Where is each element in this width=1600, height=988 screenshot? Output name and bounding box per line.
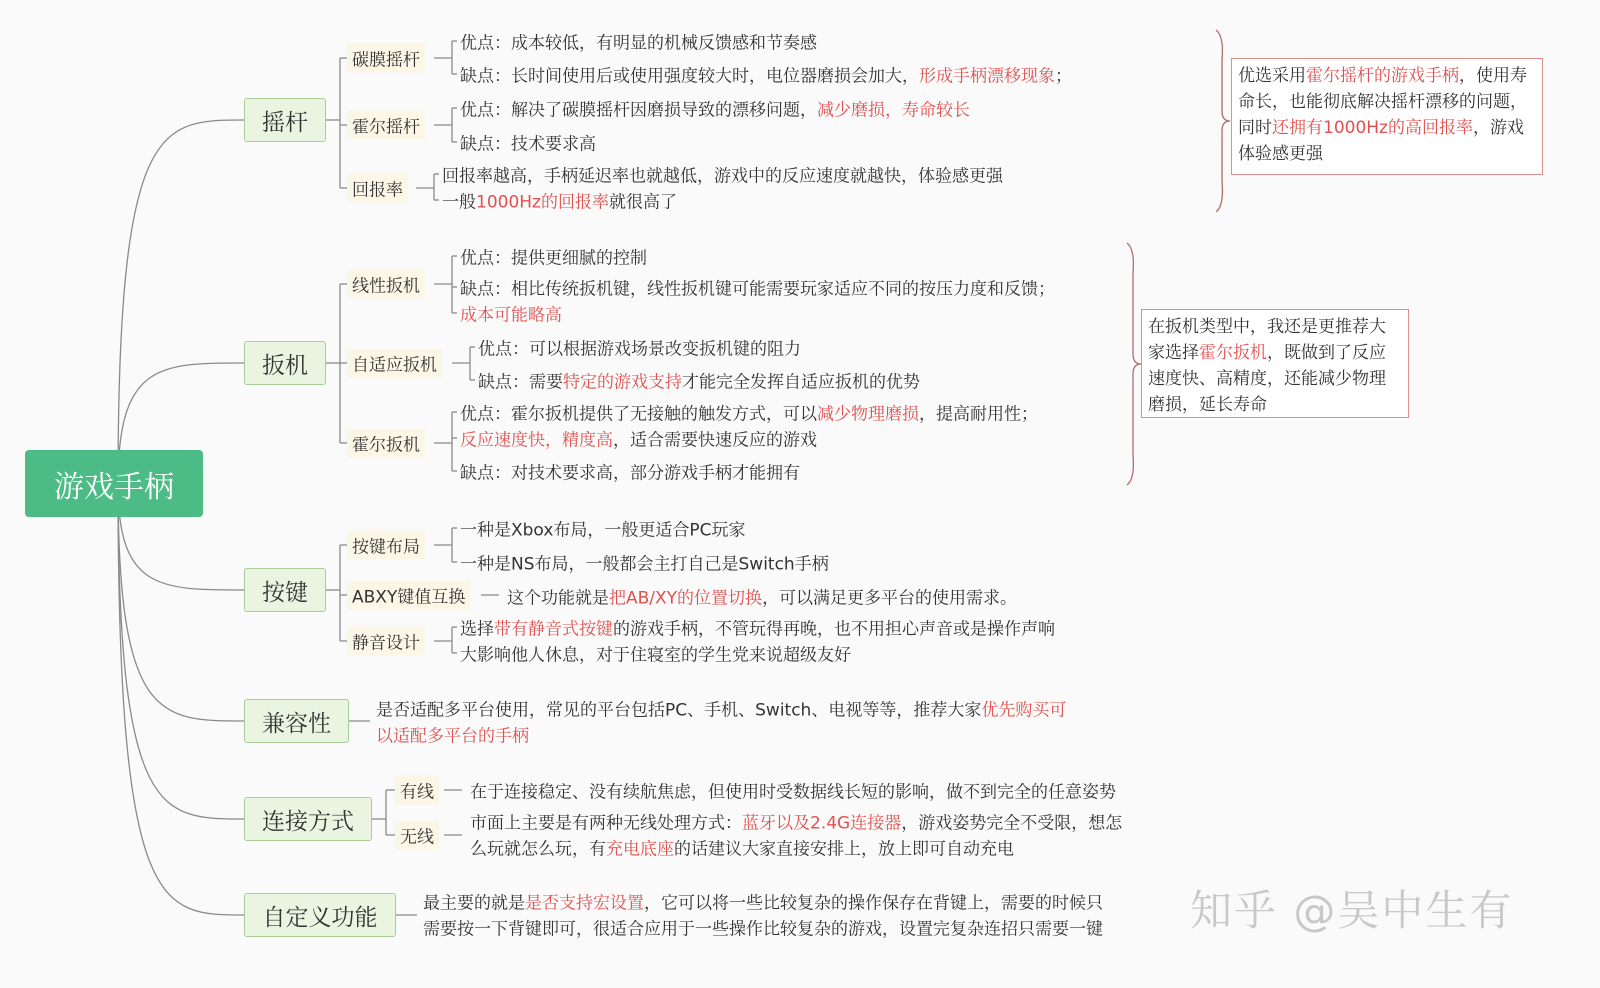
highlight-text: 1000Hz的回报率 [476, 192, 609, 213]
connector [118, 484, 244, 721]
text-segment: 最主要的就是 [423, 893, 525, 914]
text-segment: 优点：提供更细腻的控制 [460, 248, 647, 269]
text-segment: 选择 [460, 619, 494, 640]
detail-line [470, 809, 1122, 834]
text-segment: 才能完全发挥自适应扳机的优势 [682, 372, 920, 393]
detail-line [478, 368, 920, 393]
text-segment: ，使用寿命长，也能彻底解决摇杆漂移的问题，同时 [1238, 66, 1527, 138]
branch-node-2[interactable]: 按键 [244, 568, 326, 612]
text-segment: 一种是Xbox布局，一般更适合PC玩家 [460, 520, 746, 541]
connector [118, 484, 244, 915]
text-segment: 优点：成本较低，有明显的机械反馈感和节奏感 [460, 33, 817, 54]
text-segment: 的游戏手柄，不管玩得再晚，也不用担心声音或是操作声响 [613, 619, 1055, 640]
branch-node-1[interactable]: 扳机 [244, 341, 326, 385]
text-segment: 的话建议大家直接安排上，放上即可自动充电 [674, 839, 1014, 860]
detail-line [423, 889, 1103, 914]
highlight-text: 带有静音式按键 [494, 619, 613, 640]
connector [1127, 243, 1141, 485]
text-segment: 优选采用 [1238, 66, 1306, 86]
text-segment: ； [1055, 66, 1072, 87]
text-segment: ，游戏体验感更强 [1238, 118, 1524, 164]
highlight-text: 反应速度快，精度高 [460, 430, 613, 451]
sub-node[interactable]: ABXY键值互换 [347, 581, 470, 610]
detail-line [442, 162, 1003, 187]
branch-node-0[interactable]: 摇杆 [244, 98, 326, 142]
highlight-text: 特定的游戏支持 [563, 372, 682, 393]
branch-node-4[interactable]: 连接方式 [244, 797, 372, 841]
detail-line [460, 130, 596, 155]
highlight-text: 减少磨损，寿命较长 [817, 100, 970, 121]
detail-line [460, 516, 746, 541]
highlight-text: 成本可能略高 [460, 305, 562, 326]
detail-line [460, 400, 1038, 425]
sub-node[interactable]: 无线 [395, 821, 439, 850]
text-segment: 大影响他人休息，对于住寝室的学生党来说超级友好 [460, 645, 851, 666]
text-segment: 优点：解决了碳膜摇杆因磨损导致的漂移问题， [460, 100, 817, 121]
highlight-text: 形成手柄漂移现象 [919, 66, 1055, 87]
highlight-text: 优先购买可 [981, 700, 1067, 721]
summary-note [1231, 58, 1543, 175]
text-segment: 就很高了 [608, 192, 677, 213]
detail-line [460, 426, 817, 451]
sub-node[interactable]: 有线 [395, 776, 439, 805]
highlight-text: 是否支持宏设置 [525, 893, 644, 914]
highlight-text: 蓝牙以及2.4G连接器 [742, 813, 902, 834]
sub-node[interactable]: 回报率 [347, 174, 408, 203]
sub-node[interactable]: 碳膜摇杆 [347, 44, 425, 73]
detail-line [478, 335, 801, 360]
watermark: 知乎 @吴中生有 [1190, 886, 1514, 935]
detail-line [507, 584, 1017, 609]
detail-line [460, 29, 817, 54]
sub-node[interactable]: 静音设计 [347, 627, 425, 656]
text-segment: 缺点：长时间使用后或使用强度较大时，电位器磨损会加大， [460, 66, 919, 87]
detail-line [460, 550, 829, 575]
text-segment: ，适合需要快速反应的游戏 [613, 430, 817, 451]
highlight-text: 霍尔摇杆的游戏手柄 [1306, 66, 1459, 86]
highlight-text: 充电底座 [606, 839, 674, 860]
text-segment: 一种是NS布局，一般都会主打自己是Switch手柄 [460, 554, 829, 575]
detail-line [460, 615, 1055, 640]
text-segment: ，它可以将一些比较复杂的操作保存在背键上，需要的时候只 [644, 893, 1103, 914]
highlight-text: 霍尔扳机 [1199, 343, 1267, 363]
detail-line [376, 722, 529, 747]
detail-line [460, 301, 562, 326]
branch-node-3[interactable]: 兼容性 [244, 699, 349, 743]
detail-line [470, 778, 1116, 803]
text-segment: 么玩就怎么玩，有 [470, 839, 606, 860]
text-segment: 需要按一下背键即可，很适合应用于一些操作比较复杂的游戏，设置完复杂连招只需要一键 [423, 919, 1103, 940]
highlight-text: 减少物理磨损 [817, 404, 919, 425]
summary-note [1141, 309, 1409, 418]
text-segment: 缺点：技术要求高 [460, 134, 596, 155]
text-segment: 缺点：对技术要求高，部分游戏手柄才能拥有 [460, 463, 800, 484]
detail-line [423, 915, 1103, 940]
text-segment: ，可以满足更多平台的使用需求。 [762, 588, 1018, 609]
text-segment: 回报率越高，手柄延迟率也就越低，游戏中的反应速度就越快，体验感更强 [442, 166, 1003, 187]
detail-line [460, 641, 851, 666]
text-segment: 缺点：需要 [478, 372, 563, 393]
highlight-text: 把AB/XY的位置切换 [609, 588, 763, 609]
detail-line [460, 62, 1072, 87]
root-node[interactable]: 游戏手柄 [25, 450, 203, 517]
detail-line [460, 244, 647, 269]
detail-line [470, 835, 1014, 860]
sub-node[interactable]: 霍尔扳机 [347, 429, 425, 458]
text-segment: ，游戏姿势完全不受限，想怎 [901, 813, 1123, 834]
connector [118, 484, 244, 819]
text-segment: 是否适配多平台使用，常见的平台包括PC、手机、Switch、电视等等，推荐大家 [376, 700, 982, 721]
detail-line [460, 275, 1055, 300]
text-segment: ，既做到了反应速度快、高精度，还能减少物理磨损，延长寿命 [1148, 343, 1386, 415]
sub-node[interactable]: 自适应扳机 [347, 349, 442, 378]
branch-node-5[interactable]: 自定义功能 [244, 893, 396, 937]
text-segment: 在扳机类型中，我还是更推荐大家选择 [1148, 317, 1386, 363]
text-segment: 这个功能就是 [507, 588, 609, 609]
detail-line [376, 696, 1066, 721]
text-segment: 优点：可以根据游戏场景改变扳机键的阻力 [478, 339, 801, 360]
detail-line [460, 96, 970, 121]
connector [118, 120, 244, 484]
text-segment: 在于连接稳定、没有续航焦虑，但使用时受数据线长短的影响，做不到完全的任意姿势 [470, 782, 1116, 803]
detail-line [442, 188, 677, 213]
sub-node[interactable]: 霍尔摇杆 [347, 111, 425, 140]
text-segment: 缺点：相比传统扳机键，线性扳机键可能需要玩家适应不同的按压力度和反馈； [460, 279, 1055, 300]
detail-line [460, 459, 800, 484]
text-segment: 优点：霍尔扳机提供了无接触的触发方式，可以 [460, 404, 817, 425]
highlight-text: 还拥有1000Hz的高回报率 [1272, 118, 1473, 138]
text-segment: 市面上主要是有两种无线处理方式： [470, 813, 742, 834]
text-segment: ，提高耐用性； [919, 404, 1038, 425]
highlight-text: 以适配多平台的手柄 [376, 726, 529, 747]
text-segment: 一般 [442, 192, 476, 213]
sub-node[interactable]: 按键布局 [347, 531, 425, 560]
sub-node[interactable]: 线性扳机 [347, 270, 425, 299]
connector [1216, 30, 1230, 212]
